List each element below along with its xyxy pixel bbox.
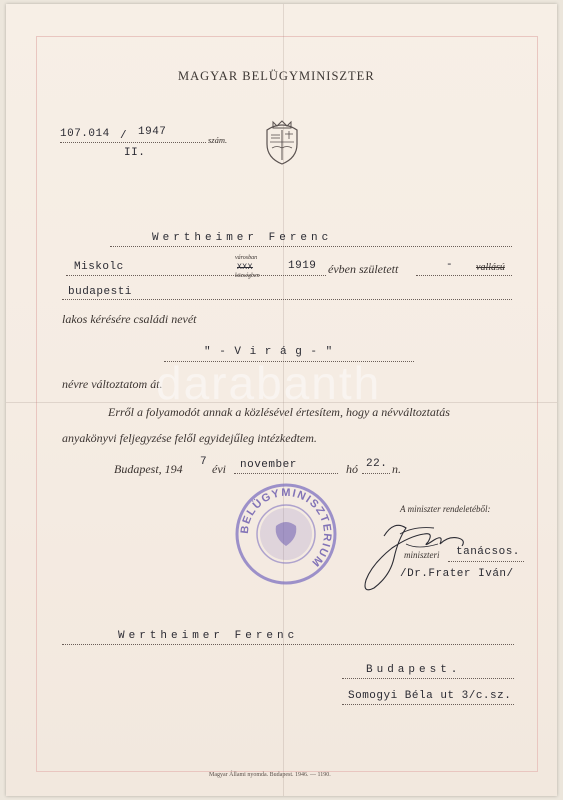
- role-typed: tanácsos.: [456, 546, 520, 558]
- birth-year: 1919: [288, 260, 317, 272]
- request-text: lakos kérésére családi nevét: [62, 312, 197, 326]
- recipient-city: Budapest.: [366, 664, 462, 676]
- date-place: Budapest, 194: [114, 462, 183, 476]
- notice-line-1: Erről a folyamodót annak a közlésével értesítem, hogy a névváltoztatás: [108, 405, 450, 419]
- month-underline: [234, 473, 338, 474]
- recipient-street: Somogyi Béla ut 3/c.sz.: [348, 690, 512, 702]
- reference-slash: /: [120, 130, 128, 142]
- birth-suffix: évben született: [328, 262, 399, 276]
- place-type-village: községben: [235, 273, 260, 279]
- reference-number: 107.014: [60, 128, 110, 140]
- recipient-name: Wertheimer Ferenc: [118, 630, 299, 642]
- signer-name: /Dr.Frater Iván/: [400, 568, 514, 580]
- date-month: november: [240, 459, 297, 471]
- religion-underline: [416, 275, 512, 276]
- on-behalf-label: A miniszter rendeletéből:: [400, 504, 491, 514]
- evi-label: évi: [212, 462, 226, 476]
- new-name: " - V i r á g - ": [204, 346, 334, 358]
- szam-label: szám.: [208, 135, 228, 145]
- recipient-name-underline: [62, 644, 514, 645]
- recipient-city-underline: [342, 678, 514, 679]
- religion-label: vallású: [476, 262, 505, 273]
- birth-place: Miskolc: [74, 261, 124, 273]
- day-underline: [362, 473, 390, 474]
- reference-underline: [60, 142, 206, 143]
- recipient-street-underline: [342, 704, 514, 705]
- birth-line-underline: [66, 275, 326, 276]
- stamp-text: BELÜGYMINISZTERIUM: [238, 486, 334, 570]
- coat-of-arms-icon: [261, 118, 303, 166]
- official-stamp: [232, 480, 340, 588]
- place-type-city: városban: [235, 255, 258, 261]
- new-name-suffix: névre változtatom át.: [62, 377, 163, 391]
- residence-city: budapesti: [68, 286, 132, 298]
- place-type-struck: XXX: [237, 263, 253, 272]
- residence-underline: [62, 299, 512, 300]
- department-number: II.: [124, 147, 146, 159]
- document-paper: [6, 4, 557, 796]
- n-label: n.: [392, 462, 401, 476]
- person-name: Wertheimer Ferenc: [152, 232, 333, 244]
- reference-year: 1947: [138, 126, 167, 138]
- date-year-digit: 7: [200, 456, 208, 468]
- printer-footer: Magyar Állami nyomda. Budapest. 1946. — 1190.: [209, 772, 331, 778]
- person-name-underline: [110, 246, 512, 247]
- document-title: MAGYAR BELÜGYMINISZTER: [178, 69, 375, 83]
- watermark: darabanth: [156, 357, 382, 409]
- role-underline: [448, 561, 524, 562]
- ho-label: hó: [346, 462, 358, 476]
- religion-value: -: [446, 259, 454, 271]
- date-day: 22.: [366, 458, 388, 470]
- notice-line-2: anyakönyvi feljegyzése felől egyidejűleg intézkedtem.: [62, 431, 317, 445]
- role-prefix: miniszteri: [404, 550, 440, 560]
